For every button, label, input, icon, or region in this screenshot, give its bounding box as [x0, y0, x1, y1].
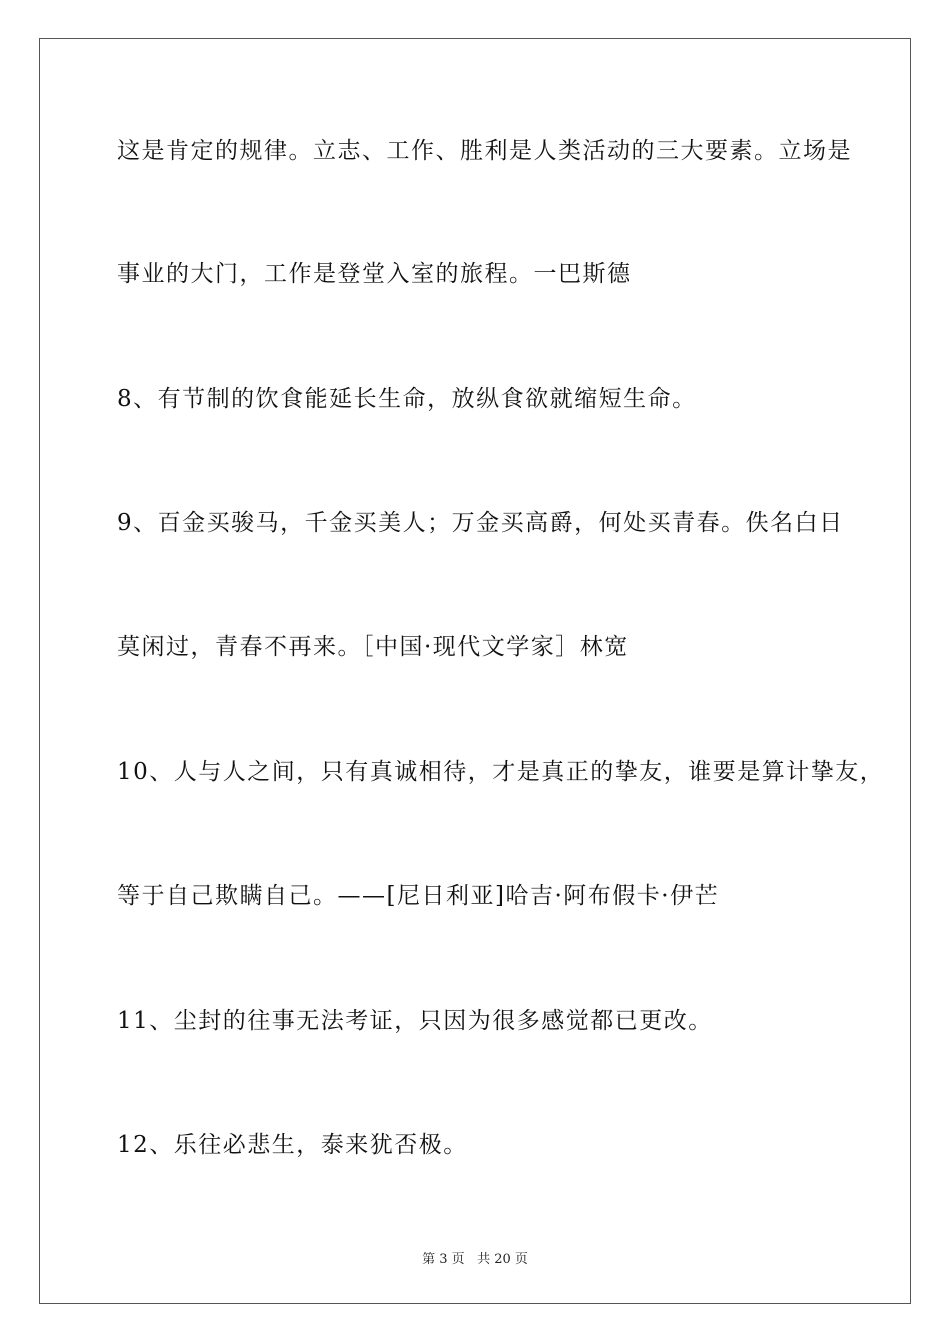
text-line-4: 9、百金买骏马，千金买美人；万金买高爵，何处买青春。佚名白日	[117, 510, 844, 536]
text-line-8: 11、尘封的往事无法考证，只因为很多感觉都已更改。	[117, 1008, 713, 1034]
text-line-9: 12、乐往必悲生，泰来犹否极。	[117, 1132, 468, 1158]
text-line-6: 10、人与人之间，只有真诚相待，才是真正的挚友，谁要是算计挚友，	[117, 759, 885, 785]
text-line-2: 事业的大门，工作是登堂入室的旅程。一巴斯德	[117, 261, 632, 287]
page-border	[39, 38, 911, 1304]
page-footer	[0, 1248, 950, 1267]
text-line-1: 这是肯定的规律。立志、工作、胜利是人类活动的三大要素。立场是	[117, 138, 852, 164]
text-line-5: 莫闲过，青春不再来。［中国·现代文学家］林宽	[117, 634, 629, 660]
page-number: 第 3 页	[422, 1252, 465, 1267]
page-total: 共 20 页	[477, 1252, 528, 1267]
text-line-3: 8、有节制的饮食能延长生命，放纵食欲就缩短生命。	[117, 386, 697, 412]
text-line-7: 等于自己欺瞒自己。——[尼日利亚]哈吉·阿布假卡·伊芒	[117, 883, 720, 909]
